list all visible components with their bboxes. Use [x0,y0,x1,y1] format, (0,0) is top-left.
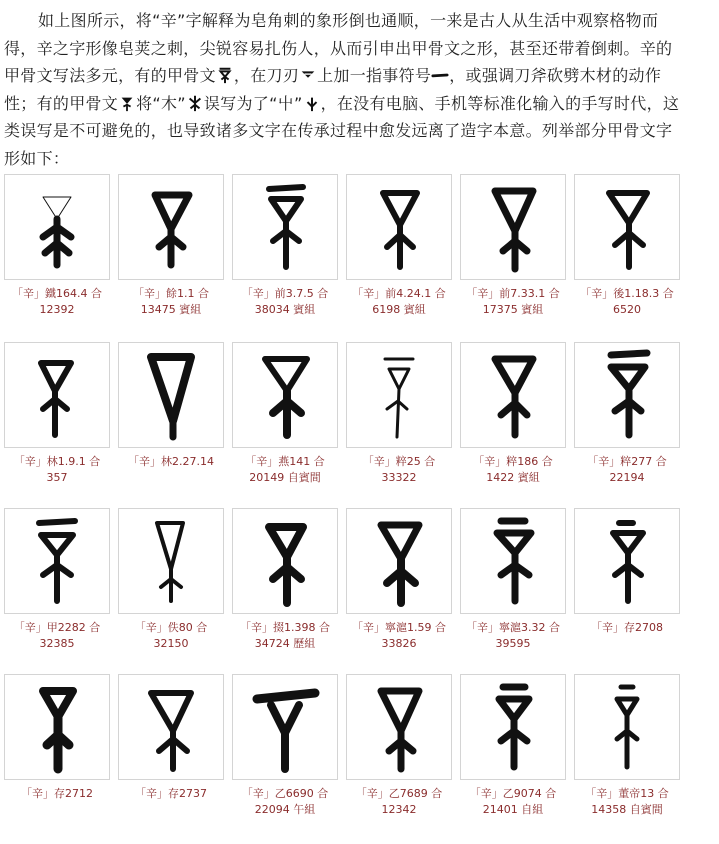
glyph-caption: 「辛」燕141 合20149 自賓間 [245,455,325,484]
oracle-bone-glyph-image [118,508,224,614]
glyph-caption: 「辛」掇1.398 合34724 歷組 [240,621,330,650]
para-text-1: 如上图所示，将“辛”字解释为皂角刺的象形倒也通顺，一来是古人从生活中观察格物而得，辛之字形像皂荚之刺，尖锐容易扎伤人，从而引申出甲骨文之形，甚至还带着倒刺。辛的甲骨文写法多元，有的甲骨文 [4,11,673,86]
glyph-card [574,508,680,636]
glyph-card [346,674,452,818]
glyph-card [574,674,680,818]
glyph-caption: 「辛」乙6690 合22094 午組 [241,787,329,816]
glyph-caption: 「辛」寧滬1.59 合33826 [352,621,446,650]
glyph-card [460,508,566,652]
sprout-glyph-icon [303,93,321,111]
glyph-caption: 「辛」粹277 合22194 [587,455,667,484]
intro-paragraph [4,7,680,173]
glyph-caption: 「辛」林2.27.14 [128,455,214,468]
para-text-3: 上加一指事符号 [317,66,432,86]
glyph-card [460,342,566,486]
glyph-caption: 「辛」存2737 [135,787,207,800]
glyph-caption: 「辛」存2708 [591,621,663,634]
glyph-caption: 「辛」後1.18.3 合6520 [580,287,674,316]
oracle-bone-glyph-image [4,674,110,780]
glyph-card [118,674,224,802]
oracle-bone-glyph-image [346,342,452,448]
para-text-5: 将“木” [136,93,186,113]
glyph-card [346,342,452,486]
oracle-bone-glyph-image [232,674,338,780]
oracle-bone-glyph-image [232,508,338,614]
oracle-bone-glyph-image [460,342,566,448]
glyph-card [574,174,680,318]
glyph-caption: 「辛」乙9074 合21401 自組 [469,787,557,816]
glyph-caption: 「辛」寧滬3.32 合39595 [466,621,560,650]
oracle-bone-glyph-image [574,674,680,780]
glyph-card [118,508,224,652]
glyph-caption: 「辛」粹186 合1422 賓組 [473,455,553,484]
glyph-caption: 「辛」甲2282 合32385 [13,621,101,650]
glyph-caption: 「辛」前3.7.5 合38034 賓組 [241,287,329,316]
glyph-caption: 「辛」存2712 [21,787,93,800]
glyph-caption: 「辛」佚80 合32150 [134,621,208,650]
glyph-card [118,174,224,318]
oracle-bone-glyph-image [232,174,338,280]
glyph-card [232,174,338,318]
oracle-bone-glyph-image [118,674,224,780]
oracle-bone-glyph-image [118,174,224,280]
para-text-6: 误写为了“屮” [203,93,303,113]
glyph-card [346,508,452,652]
oracle-bone-glyph-image [4,508,110,614]
oracle-bone-glyph-image [118,342,224,448]
para-text-2: ，在刀刃 [233,66,300,86]
glyph-caption: 「辛」董帝13 合14358 自賓間 [585,787,669,816]
glyph-caption: 「辛」餘1.1 合13475 賓組 [133,287,209,316]
oracle-bone-glyph-image [460,674,566,780]
oracle-bone-glyph-image [574,508,680,614]
glyph-caption: 「辛」林1.9.1 合357 [13,455,101,484]
glyph-card [4,342,110,486]
oracle-bone-glyph-image [4,174,110,280]
glyph-caption: 「辛」粹25 合33322 [362,455,436,484]
oracle-bone-glyph-image [574,342,680,448]
wood-glyph-icon [186,93,204,111]
glyph-card [346,174,452,318]
oracle-bone-glyph-image [346,674,452,780]
oracle-bone-glyph-image [4,342,110,448]
glyph-card [460,174,566,318]
glyph-row [4,342,684,502]
glyph-card [232,674,338,818]
oracle-bone-glyph-image [460,174,566,280]
para-text-4: ，或强调刀斧砍劈木材的动作性；有的甲骨文 [4,66,662,113]
glyph-caption: 「辛」鐵164.4 合12392 [12,287,102,316]
oracle-bone-glyph-image [232,342,338,448]
indicator-mark-icon [431,65,449,83]
glyph-card [232,342,338,486]
xin-variant-glyph-icon [118,93,136,111]
glyph-card [574,342,680,486]
glyph-caption: 「辛」乙7689 合12342 [355,787,443,816]
para-text-7: ，在没有电脑、手机等标准化输入的手写时代，这类误写是不可避免的，也导致诸多文字在传承过程中愈发远离了造字本意。列举部分甲骨文字形如下： [4,93,680,168]
oracle-bone-glyph-image [460,508,566,614]
glyph-card [460,674,566,818]
glyph-row [4,674,684,834]
glyph-card [4,674,110,802]
glyph-caption: 「辛」前7.33.1 合17375 賓組 [466,287,560,316]
xin-glyph-icon [216,65,234,83]
glyph-card [118,342,224,470]
oracle-bone-glyph-image [346,508,452,614]
glyph-card [232,508,338,652]
glyph-row [4,508,684,668]
glyph-row [4,174,684,334]
glyph-card [4,508,110,652]
blade-glyph-icon [299,65,317,83]
oracle-bone-glyph-image [574,174,680,280]
glyph-caption: 「辛」前4.24.1 合6198 賓組 [352,287,446,316]
oracle-bone-glyph-image [346,174,452,280]
glyph-card [4,174,110,318]
